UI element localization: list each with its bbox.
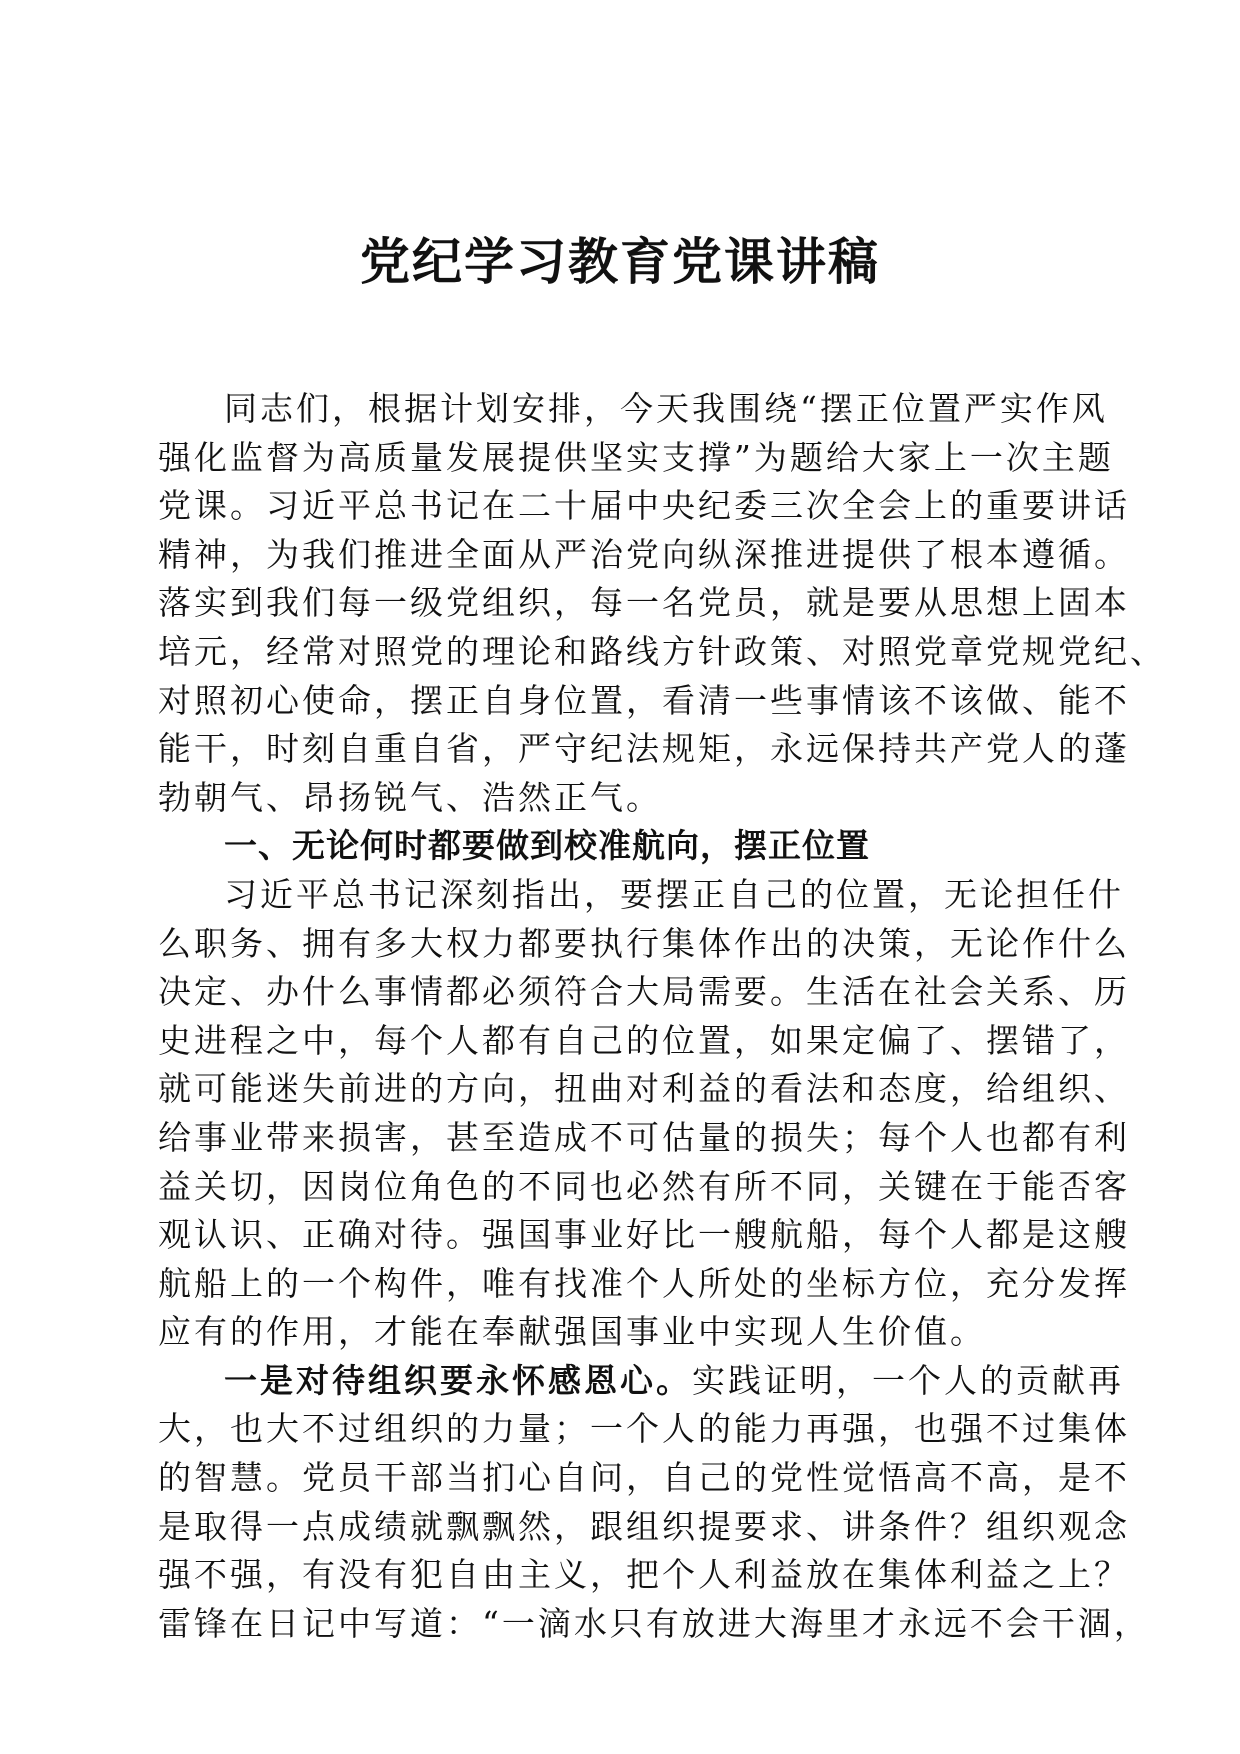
text-line: 的智慧。党员干部当扪心自问，自己的党性觉悟高不高，是不 (158, 1458, 1130, 1498)
text-line: 能干，时刻自重自省，严守纪法规矩，永远保持共产党人的蓬 (158, 729, 1130, 769)
text-line: 同志们，根据计划安排，今天我围绕“摆正位置严实作风 (224, 389, 1108, 428)
text-line (158, 1357, 1124, 1406)
text-line: 党课。习近平总书记在二十届中央纪委三次全会上的重要讲话 (158, 486, 1130, 526)
paragraph-point-one (158, 1357, 1150, 1649)
text-line: 观认识、正确对待。强国事业好比一艘航船，每个人都是这艘 (158, 1215, 1130, 1255)
text-line: 精神，为我们推进全面从严治党向纵深推进提供了根本遵循。 (158, 534, 1130, 574)
text-line: 益关切，因岗位角色的不同也必然有所不同，关键在于能否客 (158, 1166, 1130, 1206)
text-line: 勃朝气、昂扬锐气、浩然正气。 (158, 777, 662, 817)
bold-lead-phrase: 一是对待组织要永怀感恩心。 (224, 1360, 692, 1400)
text-line: 是取得一点成绩就飘飘然，跟组织提要求、讲条件？组织观念 (158, 1506, 1130, 1546)
text-line: 对照初心使命，摆正自身位置，看清一些事情该不该做、能不 (158, 680, 1130, 720)
text-line: 决定、办什么事情都必须符合大局需要。生活在社会关系、历 (158, 972, 1130, 1012)
text-line: 强化监督为高质量发展提供坚实支撑”为题给大家上一次主题 (158, 437, 1114, 477)
paragraph-intro (158, 385, 1166, 822)
section-heading: 一、无论何时都要做到校准航向，摆正位置 (224, 826, 870, 866)
text-line: 落实到我们每一级党组织，每一名党员，就是要从思想上固本 (158, 583, 1130, 623)
text-line: 习近平总书记深刻指出，要摆正自己的位置，无论担任什 (224, 874, 1124, 914)
document-body (158, 385, 1166, 1648)
text-line: 应有的作用，才能在奉献强国事业中实现人生价值。 (158, 1312, 986, 1352)
text-line: 给事业带来损害，甚至造成不可估量的损失；每个人也都有利 (158, 1117, 1130, 1157)
paragraph-section1 (158, 871, 1130, 1357)
document-title: 党纪学习教育党课讲稿 (360, 232, 880, 291)
text-line: 雷锋在日记中写道：“一滴水只有放进大海里才永远不会干涸， (158, 1603, 1150, 1643)
text-line: 强不强，有没有犯自由主义，把个人利益放在集体利益之上？ (158, 1555, 1130, 1595)
text-line: 史进程之中，每个人都有自己的位置，如果定偏了、摆错了， (158, 1020, 1130, 1060)
text-line: 大，也大不过组织的力量；一个人的能力再强，也强不过集体 (158, 1409, 1130, 1449)
text-span: 实践证明，一个人的贡献再 (692, 1360, 1124, 1400)
text-line: 航船上的一个构件，唯有找准个人所处的坐标方位，充分发挥 (158, 1263, 1130, 1303)
text-line: 就可能迷失前进的方向，扭曲对利益的看法和态度，给组织、 (158, 1069, 1130, 1109)
text-line: 么职务、拥有多大权力都要执行集体作出的决策，无论作什么 (158, 923, 1130, 963)
text-line: 培元，经常对照党的理论和路线方针政策、对照党章党规党纪、 (158, 631, 1166, 671)
